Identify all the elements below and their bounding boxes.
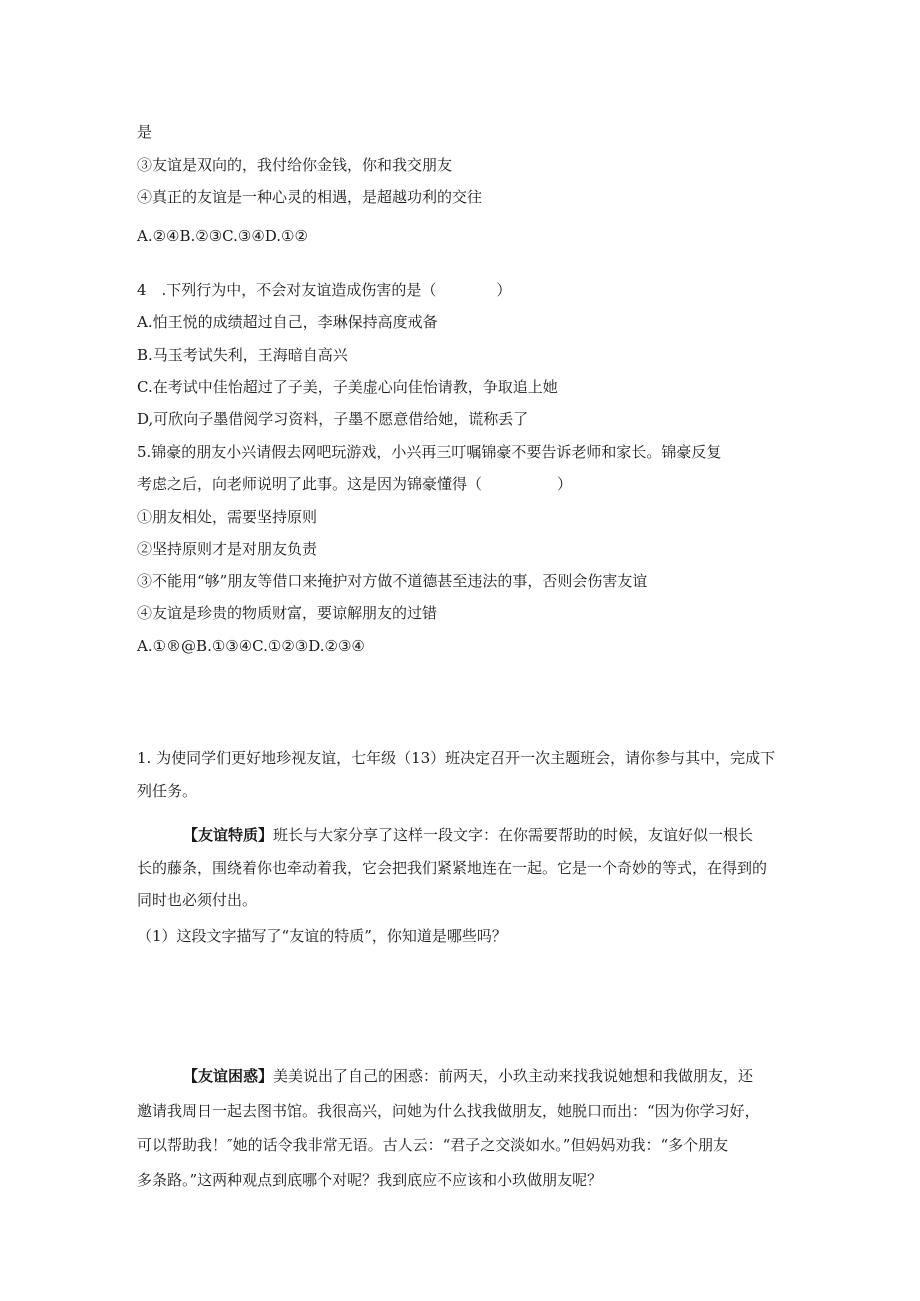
answer-options: A.②④B.②③C.③④D.①② [137,227,308,245]
option-d: D,可欣向子墨借阅学习资料，子墨不愿意借给她，谎称丢了 [137,410,529,428]
trait-paragraph-line-2: 长的藤条，围绕着你也牵动着我，它会把我们紧紧地连在一起。它是一个奇妙的等式，在得到的 [137,859,768,877]
statement-4: ④真正的友谊是一种心灵的相遇，是超越功利的交往 [137,188,483,206]
confusion-text: 美美说出了自己的困惑：前两天，小玖主动来找我说她想和我做朋友，还 [273,1067,754,1085]
question-stem: 4 .下列行为中，不会对友谊造成伤害的是（ ） [137,281,512,299]
trait-paragraph-line-1 [183,825,753,845]
statement-2: ②坚持原则才是对朋友负责 [137,540,318,558]
answer-options: A.①®@B.①③④C.①②③D.②③④ [137,637,365,655]
question-stem-line-2: 考虑之后，向老师说明了此事。这是因为锦豪懂得（ ） [137,475,573,493]
confusion-paragraph-line-1 [183,1066,753,1086]
option-a: A.怕王悦的成绩超过自己，李琳保持高度戒备 [137,313,438,331]
statement-1: ①朋友相处，需要坚持原则 [137,508,318,526]
confusion-paragraph-line-3: 可以帮助我！″她的话令我非常无语。古人云：“君子之交淡如水。”但妈妈劝我：“多个朋友 [137,1136,729,1154]
task-intro-line-2: 列任务。 [137,782,198,800]
trait-text: 班长与大家分享了这样一段文字：在你需要帮助的时候，友谊好似一根长 [273,826,754,844]
option-b: B.马玉考试失利，王海暗自高兴 [137,346,348,364]
trait-heading: 【友谊特质】 [183,826,274,844]
confusion-heading: 【友谊困惑】 [183,1067,274,1085]
trait-paragraph-line-3: 同时也必须付出。 [137,891,258,909]
statement-continuation: 是 [137,123,153,141]
confusion-paragraph-line-4: 多条路。”这两种观点到底哪个对呢？我到底应不应该和小玖做朋友呢？ [137,1171,603,1189]
confusion-paragraph-line-2: 邀请我周日一起去图书馆。我很高兴，问她为什么找我做朋友，她脱口而出：“因为你学习好， [137,1102,760,1120]
statement-4: ④友谊是珍贵的物质财富，要谅解朋友的过错 [137,604,438,622]
task-intro-line-1: 1. 为使同学们更好地珍视友谊，七年级（13）班决定召开一次主题班会，请你参与其中，完成下 [137,749,776,767]
statement-3: ③友谊是双向的，我付给你金钱，你和我交朋友 [137,156,453,174]
question-stem-line-1: 5.锦豪的朋友小兴请假去网吧玩游戏，小兴再三叮嘱锦豪不要告诉老师和家长。锦豪反复 [137,443,722,461]
option-c: C.在考试中佳怡超过了子美，子美虚心向佳怡请教，争取追上她 [137,378,558,396]
statement-3: ③不能用“够”朋友等借口来掩护对方做不道德甚至违法的事，否则会伤害友谊 [137,572,648,590]
sub-question-1: （1）这段文字描写了“友谊的特质”，你知道是哪些吗？ [137,927,507,945]
